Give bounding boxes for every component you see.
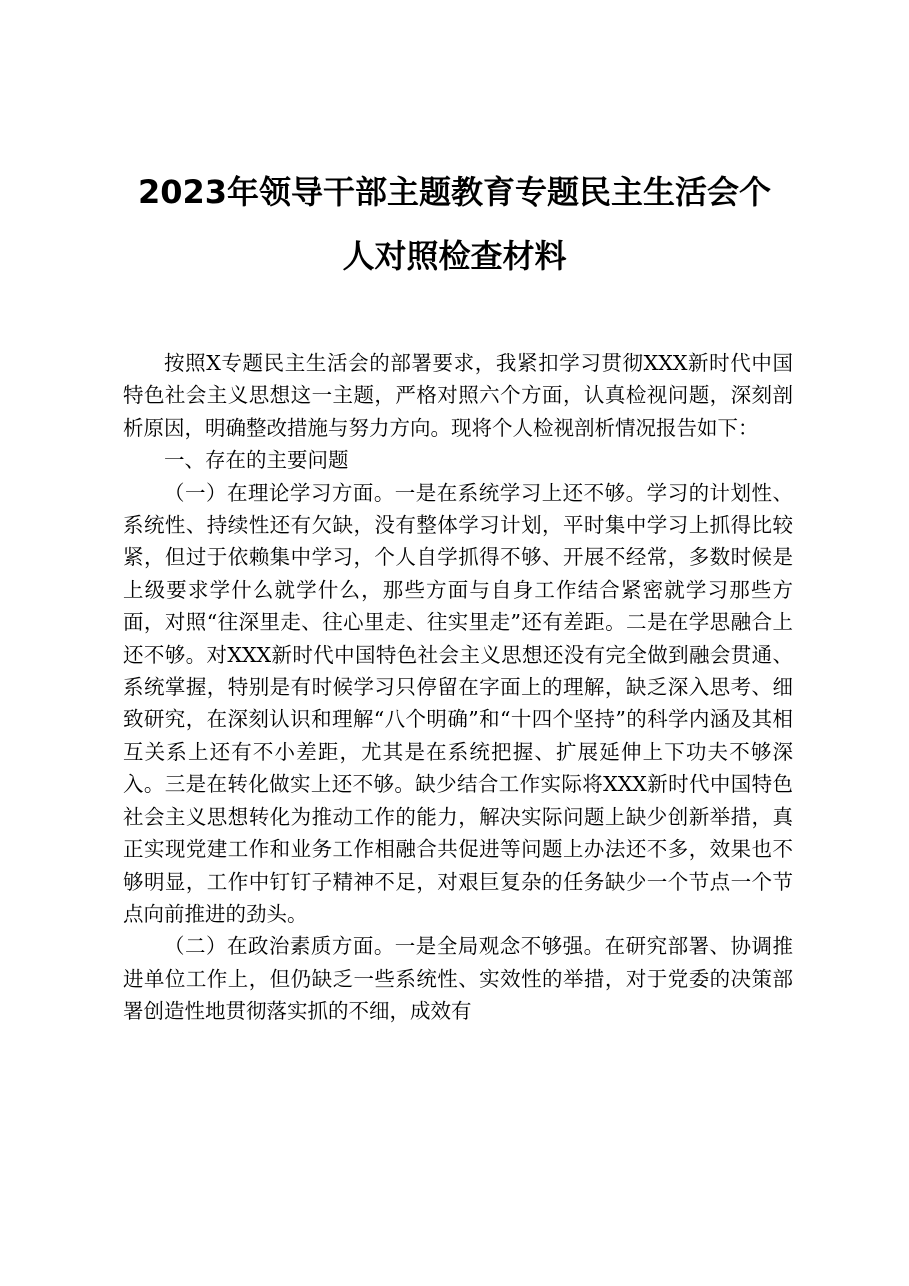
document-body [123,347,793,1028]
paragraph-political-quality: （二）在政治素质方面。一是全局观念不够强。在研究部署、协调推进单位工作上，但仍缺乏一些系统性、实效性的举措，对于党委的决策部署创造性地贯彻落实抓的不细，成效有 [123,934,793,1024]
intro-paragraph: 按照X专题民主生活会的部署要求，我紧扣学习贯彻XXX新时代中国特色社会主义思想这一主题，严格对照六个方面，认真检视问题，深刻剖析原因，明确整改措施与努力方向。现将个人检视剖析情况报告如下： [123,351,793,440]
document-title-line-1: 2023年领导干部主题教育专题民主生活会个 [137,173,772,211]
document-title-line-2: 人对照检查材料 [342,237,567,275]
paragraph-theory-study: （一）在理论学习方面。一是在系统学习上还不够。学习的计划性、系统性、持续性还有欠缺，没有整体学习计划，平时集中学习上抓得比较紧，但过于依赖集中学习，个人自学抓得不够、开展不经常，多数时候是上级要求学什么就学什么，那些方面与自身工作结合紧密就学习那些方面，对照“往深里走、往心里走、往实里走”还有差距。二是在学思融合上还不够。对XXX新时代中国特色社会主义思想还没有完全做到融会贯通、系统掌握，特别是有时候学习只停留在字面上的理解，缺乏深入思考、细致研究，在深刻认识和理解“八个明确”和“十四个坚持”的科学内涵及其相互关系上还有不小差距，尤其是在系统把握、扩展延伸上下功夫不够深入。三是在转化做实上还不够。缺少结合工作实际将XXX新时代中国特色社会主义思想转化为推动工作的能力，解决实际问题上缺少创新举措，真正实现党建工作和业务工作相融合共促进等问题上办法还不多，效果也不够明显，工作中钉钉子精神不足，对艰巨复杂的任务缺少一个节点一个节点向前推进的劲头。 [123,480,793,926]
section-heading-existing-problems: 一、存在的主要问题 [164,448,349,473]
